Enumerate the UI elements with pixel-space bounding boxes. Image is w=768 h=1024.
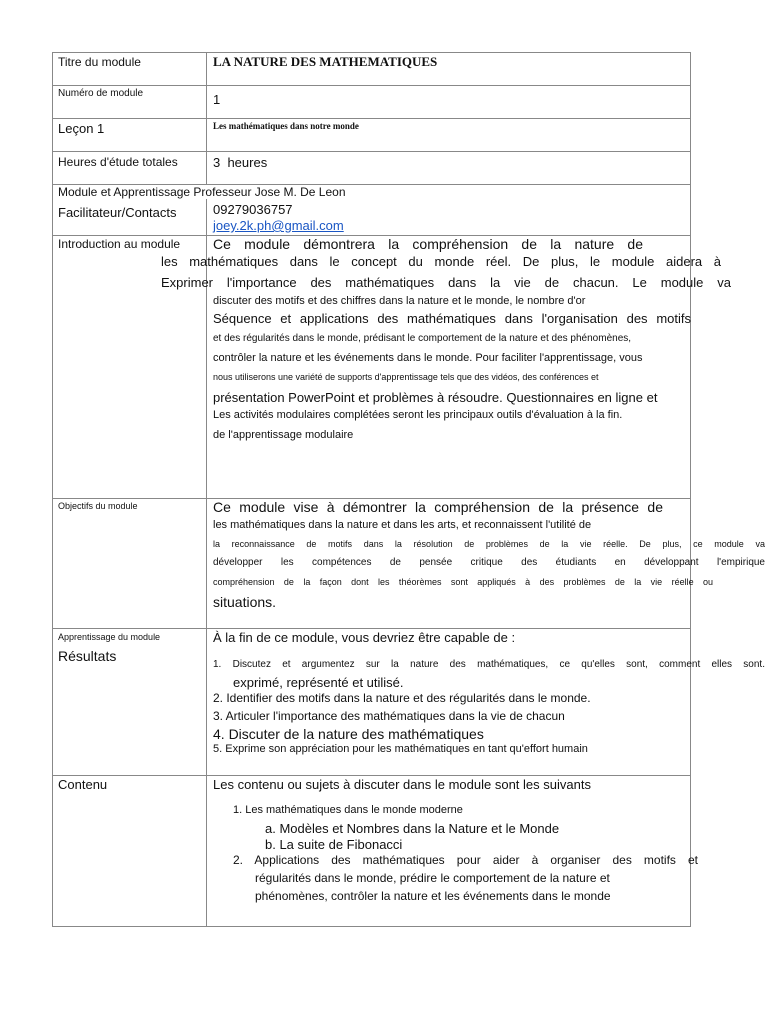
contenu-intro: Les contenu ou sujets à discuter dans le module sont les suivants (213, 777, 591, 792)
contenu-item: phénomènes, contrôler la nature et les événements dans le monde (255, 889, 611, 903)
intro-line: Ce module démontrera la compréhension de la nature de (213, 236, 643, 252)
row-heures (53, 152, 690, 185)
module-table (52, 52, 765, 927)
intro-line: de l'apprentissage modulaire (213, 429, 354, 441)
resultats-label-2: Résultats (58, 648, 117, 664)
contenu-item: b. La suite de Fibonacci (265, 837, 403, 852)
row-titre (53, 53, 690, 86)
facilitateur-phone: 09279036757 (213, 202, 293, 217)
intro-line: les mathématiques dans le concept du monde réel. De plus, le module aidera à (161, 254, 721, 269)
intro-line: discuter des motifs et des chiffres dans la nature et le monde, le nombre d'or (213, 295, 586, 307)
contenu-item: 1. Les mathématiques dans le monde moderne (233, 804, 463, 816)
resultats-label-1: Apprentissage du module (58, 632, 161, 642)
resultats-item: 1. Discutez et argumentez sur la nature des mathématiques, ce qu'elles sont, comment elles sont. (213, 659, 765, 670)
objectifs-line: développer les compétences de pensée critique des étudiants en développant l'empirique (213, 557, 765, 568)
objectifs-line: compréhension de la façon dont les théorèmes sont appliqués à des problèmes de la vie réelle ou (213, 577, 713, 587)
contenu-item: a. Modèles et Nombres dans la Nature et le Monde (265, 821, 560, 836)
facilitateur-email-link[interactable]: joey.2k.ph@gmail.com (213, 218, 344, 233)
numero-label: Numéro de module (58, 88, 144, 99)
intro-line: Exprimer l'importance des mathématiques dans la vie de chacun. Le module va (161, 275, 731, 290)
row-introduction (53, 236, 731, 499)
facilitateur-header: Module et Apprentissage Professeur Jose M. De Leon (58, 185, 346, 199)
resultats-item: 2. Identifier des motifs dans la nature et des régularités dans le monde. (213, 691, 591, 705)
numero-value: 1 (213, 92, 221, 107)
row-numero (53, 86, 690, 119)
row-lecon (53, 119, 690, 152)
objectifs-line: la reconnaissance de motifs dans la résolution de problèmes de la vie réelle. De plus, ce module va (213, 539, 765, 549)
introduction-label: Introduction au module (58, 237, 181, 251)
intro-line: et des régularités dans le monde, prédisant le comportement de la nature et des phénomènes, (213, 333, 632, 344)
contenu-label: Contenu (58, 777, 108, 792)
intro-line: Les activités modulaires complétées seront les principaux outils d'évaluation à la fin. (213, 409, 623, 421)
resultats-intro: À la fin de ce module, vous devriez être capable de : (213, 630, 516, 645)
row-facilitateur (53, 185, 690, 236)
objectifs-line: situations. (213, 594, 277, 610)
lecon-value: Les mathématiques dans notre monde (213, 121, 359, 131)
facilitateur-label: Facilitateur/Contacts (58, 205, 177, 220)
contenu-item: régularités dans le monde, prédire le comportement de la nature et (255, 871, 610, 885)
row-resultats (53, 629, 765, 776)
intro-line: nous utiliserons une variété de supports d'apprentissage tels que des vidéos, des conférences et (213, 372, 599, 382)
objectifs-line: les mathématiques dans la nature et dans les arts, et reconnaissent l'utilité de (213, 519, 592, 531)
intro-line: contrôler la nature et les événements dans le monde. Pour faciliter l'apprentissage, vous (213, 352, 643, 364)
resultats-item: 4. Discuter de la nature des mathématiques (213, 726, 484, 742)
objectifs-label: Objectifs du module (58, 501, 138, 511)
resultats-item: 5. Exprime son appréciation pour les mathématiques en tant qu'effort humain (213, 743, 588, 755)
titre-value: LA NATURE DES MATHEMATIQUES (213, 54, 438, 69)
intro-line: Séquence et applications des mathématiques dans l'organisation des motifs (213, 311, 691, 326)
heures-label: Heures d'étude totales (58, 155, 178, 169)
resultats-item: 3. Articuler l'importance des mathématiques dans la vie de chacun (213, 709, 565, 723)
lecon-label: Leçon 1 (58, 121, 105, 136)
intro-line: présentation PowerPoint et problèmes à résoudre. Questionnaires en ligne et (213, 390, 658, 405)
titre-label: Titre du module (58, 55, 141, 69)
contenu-item: 2. Applications des mathématiques pour aider à organiser des motifs et (233, 853, 698, 867)
heures-value: 3 heures (213, 155, 268, 170)
objectifs-line: Ce module vise à démontrer la compréhension de la présence de (213, 499, 663, 515)
row-objectifs (53, 499, 765, 629)
row-contenu (53, 776, 698, 926)
resultats-item: exprimé, représenté et utilisé. (233, 675, 404, 690)
